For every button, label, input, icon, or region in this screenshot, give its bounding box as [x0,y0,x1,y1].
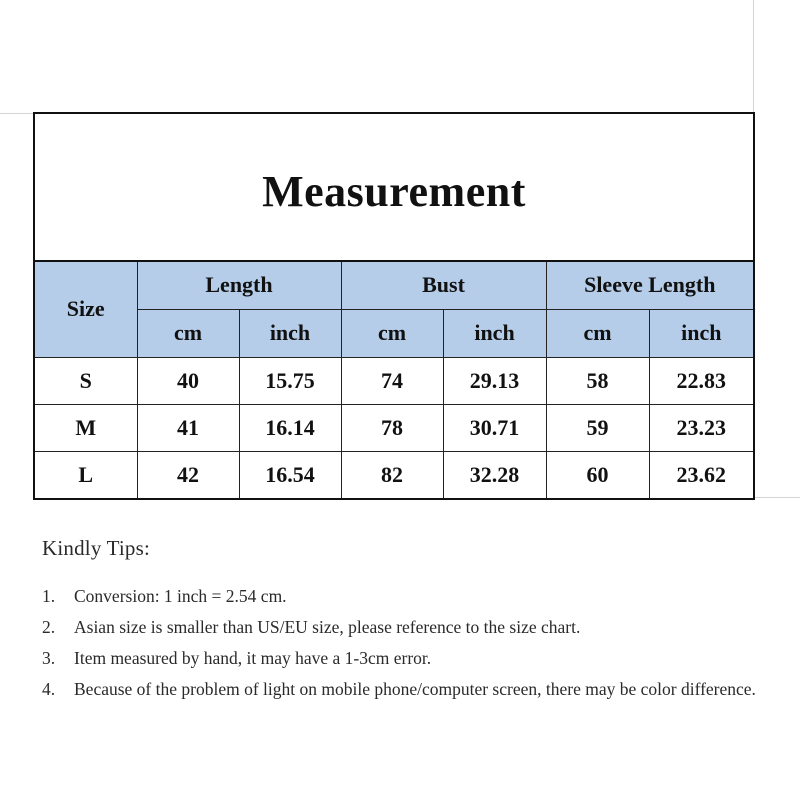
value-cell: 16.14 [239,404,341,451]
table-row [35,404,753,451]
value-cell: 59 [546,404,649,451]
value-cell: 60 [546,451,649,498]
unit-header: inch [443,309,546,357]
unit-header: cm [546,309,649,357]
group-header-bust: Bust [341,261,546,309]
value-cell: 82 [341,451,443,498]
tip-text: Item measured by hand, it may have a 1-3cm error. [74,648,432,668]
size-chart [33,112,755,500]
tip-item [42,581,782,612]
value-cell: 41 [137,404,239,451]
value-cell: 30.71 [443,404,546,451]
unit-header: inch [649,309,753,357]
tip-item [42,612,782,643]
tip-number: 4. [42,679,56,699]
tip-number: 3. [42,648,56,668]
value-cell: 78 [341,404,443,451]
value-cell: 16.54 [239,451,341,498]
unit-header: cm [341,309,443,357]
title-row [35,114,753,260]
kindly-tips [42,536,782,705]
size-cell: M [35,404,137,451]
size-cell: S [35,357,137,404]
group-header-sleeve-length: Sleeve Length [546,261,753,309]
tips-title: Kindly Tips: [42,536,151,560]
unit-header: cm [137,309,239,357]
table-row [35,451,753,498]
size-cell: L [35,451,137,498]
unit-header: inch [239,309,341,357]
value-cell: 15.75 [239,357,341,404]
chart-title: Measurement [262,166,526,216]
value-cell: 23.23 [649,404,753,451]
tip-text: Because of the problem of light on mobile phone/computer screen, there may be color difference. [74,679,756,699]
size-header: Size [35,261,137,357]
group-header-length: Length [137,261,341,309]
value-cell: 58 [546,357,649,404]
value-cell: 42 [137,451,239,498]
guide-line-right [754,497,800,498]
tip-number: 2. [42,617,56,637]
guide-line-vertical [753,0,754,112]
tip-item [42,674,782,705]
header-row-units [35,309,753,357]
tip-item [42,643,782,674]
value-cell: 23.62 [649,451,753,498]
value-cell: 74 [341,357,443,404]
tip-number: 1. [42,586,56,606]
value-cell: 22.83 [649,357,753,404]
value-cell: 32.28 [443,451,546,498]
value-cell: 40 [137,357,239,404]
value-cell: 29.13 [443,357,546,404]
tip-text: Asian size is smaller than US/EU size, please reference to the size chart. [74,617,581,637]
table-row [35,357,753,404]
measurement-table [35,260,753,498]
guide-line-left [0,113,34,114]
tip-text: Conversion: 1 inch = 2.54 cm. [74,586,287,606]
header-row-groups [35,261,753,309]
